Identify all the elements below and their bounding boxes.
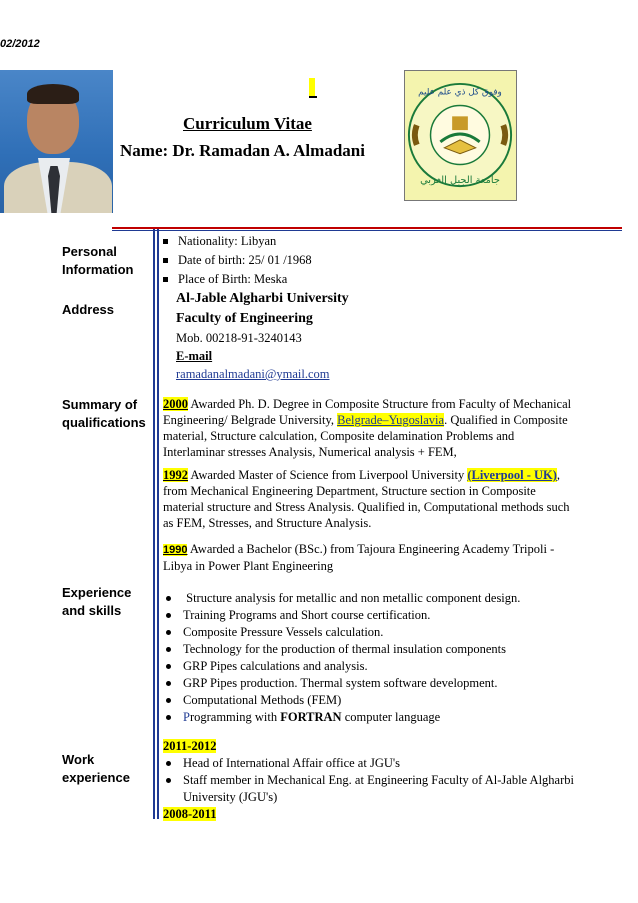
bsc-year: 1990 bbox=[163, 544, 188, 556]
section-label-work: Work experience bbox=[62, 752, 130, 785]
bullet-icon bbox=[166, 596, 171, 601]
highlight-mark bbox=[309, 78, 315, 98]
summary-msc: 1992 Awarded Master of Science from Liverpool University (Liverpool - UK), from Mechanical Engineering Department, Structure section in Composite material structure and Stress Analysis. Qualified in, Computational methods such as FEM, Stresses, and Structure Analysis. bbox=[163, 468, 570, 530]
bullet-icon bbox=[166, 630, 171, 635]
list-item: GRP Pipes calculations and analysis. bbox=[166, 658, 520, 675]
list-item: Date of birth: 25/ 01 /1968 bbox=[163, 251, 312, 270]
list-item: Programming with FORTRAN computer language bbox=[166, 709, 520, 726]
cv-name: Name: Dr. Ramadan A. Almadani bbox=[120, 141, 365, 160]
section-label-personal: Personal Information bbox=[62, 244, 134, 277]
faculty-name: Faculty of Engineering bbox=[176, 311, 313, 326]
bullet-icon bbox=[166, 613, 171, 618]
period-2008-2011: 2008-2011 bbox=[163, 807, 217, 821]
summary-bsc: 1990 Awarded a Bachelor (BSc.) from Tajoura Engineering Academy Tripoli - Libya in Power Plant Engineering bbox=[163, 542, 555, 573]
logo-university-name: جامعة الجبل الغربي bbox=[420, 175, 500, 187]
square-bullet-icon bbox=[163, 277, 168, 282]
bullet-icon bbox=[166, 715, 171, 720]
cv-title: Curriculum Vitae bbox=[183, 114, 312, 133]
university-logo bbox=[404, 70, 517, 201]
bullet-icon bbox=[166, 778, 171, 783]
bullet-icon bbox=[166, 664, 171, 669]
list-item: Place of Birth: Meska bbox=[163, 270, 312, 289]
email-link[interactable]: ramadanalmadani@ymail.com bbox=[176, 367, 330, 381]
header-divider bbox=[112, 227, 622, 229]
period-2011-2012: 2011-2012 bbox=[163, 739, 217, 753]
document-date: 02/2012 bbox=[0, 38, 40, 50]
bullet-icon bbox=[166, 647, 171, 652]
list-item: Training Programs and Short course certification. bbox=[166, 607, 520, 624]
msc-year: 1992 bbox=[163, 468, 188, 482]
list-item: Staff member in Mechanical Eng. at Engineering Faculty of Al-Jable Algharbi bbox=[163, 772, 574, 789]
square-bullet-icon bbox=[163, 258, 168, 263]
list-item: Technology for the production of thermal insulation components bbox=[166, 641, 520, 658]
university-name: Al-Jable Algharbi University bbox=[176, 291, 349, 306]
address-block bbox=[176, 289, 349, 383]
summary-phd: 2000 Awarded Ph. D. Degree in Composite Structure from Faculty of Mechanical Engineering/ Belgrade University, Belgrade–Yugoslavia. Qualified in Composite material, Structure calculation, Composite delamination Problems and Interlaminar stresses Analysis, Numerical analysis + FEM, bbox=[163, 397, 572, 459]
list-item: Composite Pressure Vessels calculation. bbox=[166, 624, 520, 641]
work-history: 2011-2012 Head of International Affair office at JGU's Staff member in Mechanical Eng. at Engineering Faculty of Al-Jable Algharbi University (JGU's) 2008-2011 bbox=[163, 739, 574, 821]
section-label-summary: Summary of qualifications bbox=[62, 397, 146, 430]
email-label: E-mail bbox=[176, 349, 213, 363]
profile-photo bbox=[0, 70, 113, 213]
skills-list bbox=[166, 590, 520, 726]
square-bullet-icon bbox=[163, 239, 168, 244]
section-label-experience: Experience and skills bbox=[62, 585, 132, 618]
bullet-icon bbox=[166, 681, 171, 686]
mobile-number: Mob. 00218-91-3240143 bbox=[176, 331, 302, 345]
underline-mark bbox=[309, 96, 317, 98]
list-item: GRP Pipes production. Thermal system software development. bbox=[166, 675, 520, 692]
phd-year: 2000 bbox=[163, 397, 188, 411]
logo-motto: وفوق كل ذي علم عليم bbox=[418, 87, 502, 98]
column-divider bbox=[157, 229, 159, 819]
section-label-address: Address bbox=[62, 302, 115, 317]
list-item: Computational Methods (FEM) bbox=[166, 692, 520, 709]
list-item: Head of International Affair office at JGU's bbox=[163, 755, 574, 772]
list-item: Structure analysis for metallic and non metallic component design. bbox=[166, 590, 520, 607]
personal-info-list bbox=[163, 232, 312, 289]
bullet-icon bbox=[166, 698, 171, 703]
bullet-icon bbox=[166, 761, 171, 766]
header-divider-blue bbox=[112, 230, 622, 231]
list-item: Nationality: Libyan bbox=[163, 232, 312, 251]
column-divider bbox=[153, 229, 155, 819]
